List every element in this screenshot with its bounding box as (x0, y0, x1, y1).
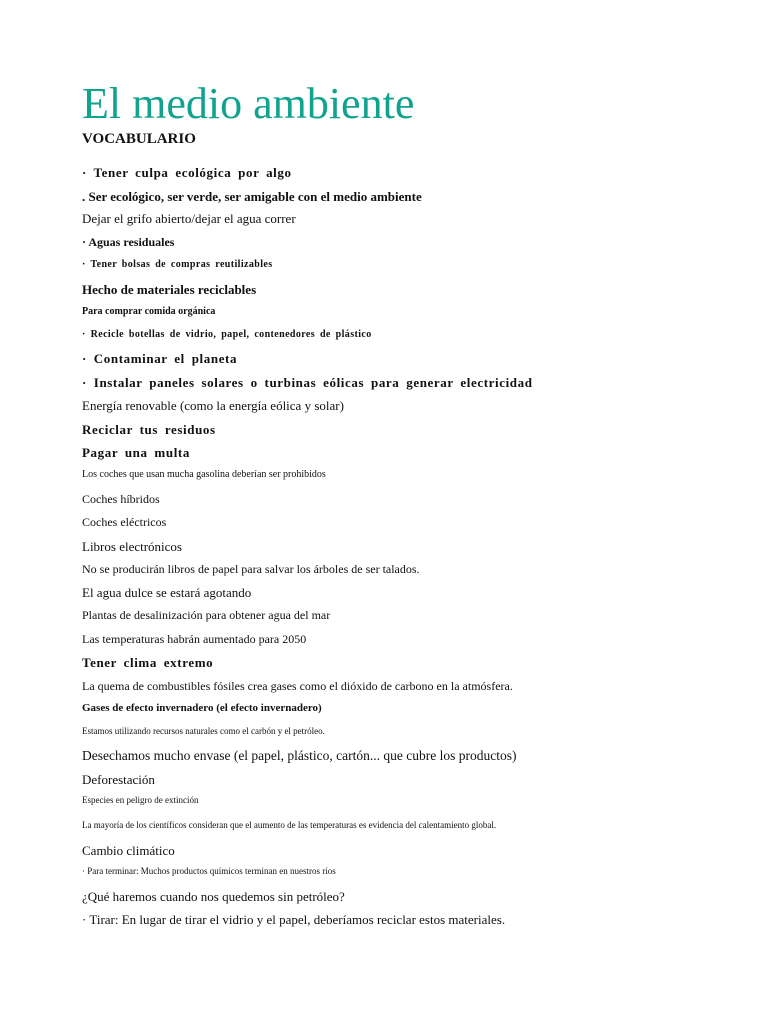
vocab-line: Energía renovable (como la energía eólica y solar) (82, 398, 344, 413)
vocab-line: Pagar una multa (82, 445, 190, 460)
vocab-line: Gases de efecto invernadero (el efecto invernadero) (82, 702, 322, 714)
vocab-line: Dejar el grifo abierto/dejar el agua correr (82, 211, 296, 226)
vocab-line: Especies en peligro de extinción (82, 795, 199, 805)
vocab-line: La quema de combustibles fósiles crea gases como el dióxido de carbono en la atmósfera. (82, 679, 513, 693)
vocab-line: · Instalar paneles solares o turbinas eólicas para generar electricidad (82, 375, 533, 390)
vocab-line: · Recicle botellas de vidrio, papel, contenedores de plástico (82, 329, 372, 340)
vocab-line: Estamos utilizando recursos naturales como el carbón y el petróleo. (82, 726, 325, 736)
vocab-line: · Para terminar: Muchos productos químicos terminan en nuestros ríos (82, 866, 336, 876)
page-title: El medio ambiente (82, 79, 415, 128)
vocab-line: Hecho de materiales reciclables (82, 282, 257, 297)
vocab-line: · Aguas residuales (82, 235, 175, 249)
vocab-line: Deforestación (82, 772, 155, 787)
vocab-line: La mayoría de los científicos consideran que el aumento de las temperaturas es evidencia del calentamiento global. (82, 820, 497, 830)
vocab-line: Reciclar tus residuos (82, 422, 216, 437)
vocab-line: · Tirar: En lugar de tirar el vidrio y el papel, deberíamos reciclar estos materiales. (82, 912, 506, 927)
vocab-line: Coches híbridos (82, 492, 160, 506)
vocab-line: Para comprar comida orgánica (82, 306, 216, 317)
vocab-line: ¿Qué haremos cuando nos quedemos sin petróleo? (82, 889, 345, 904)
vocab-line: Cambio climático (82, 843, 175, 858)
vocab-line: · Tener culpa ecológica por algo (82, 165, 292, 180)
vocab-line: Coches eléctricos (82, 515, 167, 529)
vocab-line: Tener clima extremo (82, 655, 214, 670)
section-heading: VOCABULARIO (82, 131, 196, 147)
vocab-line: Plantas de desalinización para obtener agua del mar (82, 608, 331, 622)
vocab-line: No se producirán libros de papel para salvar los árboles de ser talados. (82, 562, 420, 576)
vocab-line: . Ser ecológico, ser verde, ser amigable con el medio ambiente (82, 189, 422, 204)
vocab-line: Libros electrónicos (82, 539, 182, 554)
vocab-line: El agua dulce se estará agotando (82, 585, 252, 600)
vocab-line: Las temperaturas habrán aumentado para 2050 (82, 632, 307, 646)
vocab-line: Los coches que usan mucha gasolina deberían ser prohibidos (82, 469, 326, 480)
vocab-line: · Tener bolsas de compras reutilizables (82, 259, 273, 270)
vocab-line: Desechamos mucho envase (el papel, plástico, cartón... que cubre los productos) (82, 748, 517, 763)
vocab-line: · Contaminar el planeta (82, 351, 238, 366)
